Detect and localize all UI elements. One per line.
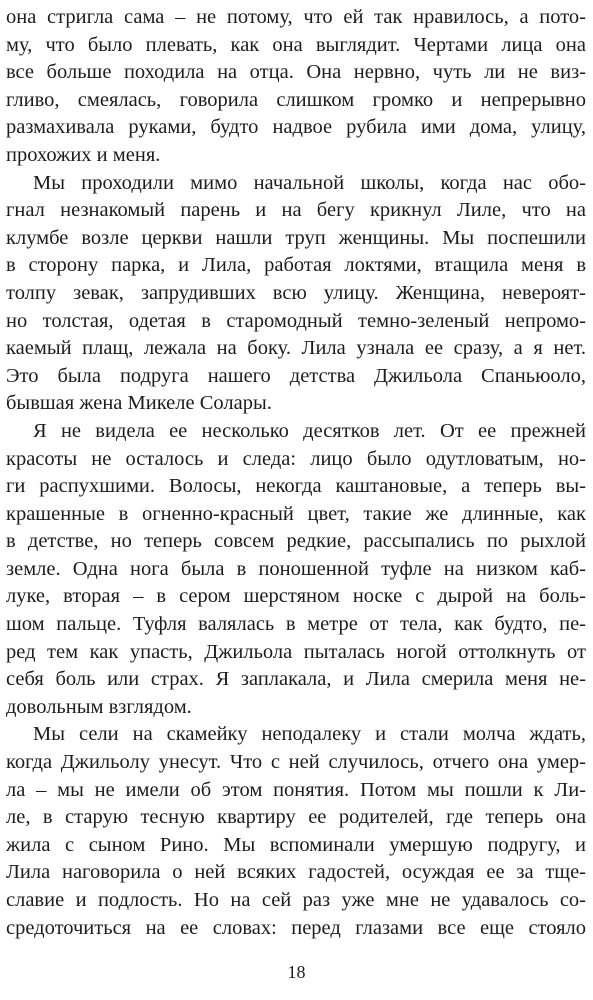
text-line: ла – мы не имели об этом понятия. Потом мы пошли к Ли-	[6, 778, 586, 801]
text-line: себя боль или страх. Я заплакала, и Лила смерила меня не-	[6, 668, 586, 691]
paragraph	[6, 170, 586, 418]
text-line: Я не видела ее несколько десятков лет. От ее прежней	[33, 419, 586, 442]
text-line: все больше походила на отца. Она нервно, чуть ли не виз-	[6, 61, 586, 84]
paragraph	[6, 721, 586, 942]
text-line: славие и подлость. Но на сей раз уже мне не удавалось со-	[6, 889, 586, 911]
text-line: толпу зевак, запрудивших всю улицу. Женщина, невероят-	[6, 281, 586, 304]
text-line: жила с сыном Рино. Мы вспоминали умершую подругу, и	[6, 833, 586, 856]
text-line: клумбе возле церкви нашли труп женщины. Мы поспешили	[6, 226, 586, 249]
text-line: ги распухшими. Волосы, некогда каштановые, а теперь вы-	[6, 475, 586, 498]
text-line: бывшая жена Микеле Солары.	[6, 392, 272, 415]
text-line: в детстве, но теперь совсем редкие, рассыпались по рыхлой	[6, 530, 586, 553]
text-line: Мы сели на скамейку неподалеку и стали молча ждать,	[33, 723, 586, 746]
text-line: но толстая, одетая в старомодный темно-зеленый непромо-	[6, 309, 586, 332]
text-line: крашенные в огненно-красный цвет, такие же длинные, как	[6, 502, 586, 525]
text-line: луке, вторая – в сером шерстяном носке с дырой на боль-	[6, 585, 586, 608]
text-line: прохожих и меня.	[6, 143, 161, 166]
text-line: средоточиться на ее словах: перед глазами все еще стояло	[6, 916, 586, 939]
text-line: гнал незнакомый парень и на бегу крикнул Лиле, что на	[6, 199, 586, 222]
text-line: гливо, смеялась, говорила слишком громко и непрерывно	[6, 88, 586, 111]
text-line: ред тем как упасть, Джильола пыталась ногой оттолкнуть от	[6, 640, 586, 663]
text-line: она стригла сама – не потому, что ей так нравилось, а пото-	[6, 6, 586, 28]
paragraph	[6, 4, 586, 170]
body-text	[6, 4, 586, 942]
text-line: шом пальце. Туфля валялась в метре от тела, как будто, пе-	[6, 613, 586, 636]
text-line: размахивала руками, будто надвое рубила ими дома, улицу,	[6, 116, 586, 139]
text-line: ле, в старую тесную квартиру ее родителей, где теперь она	[6, 806, 586, 829]
text-line: Мы проходили мимо начальной школы, когда нас обо-	[33, 171, 586, 194]
text-line: каемый плащ, лежала на боку. Лила узнала ее сразу, а я нет.	[6, 337, 586, 360]
paragraph	[6, 418, 586, 722]
text-line: земле. Одна нога была в поношенной туфле на низком каб-	[6, 557, 586, 580]
text-line: в сторону парка, и Лила, работая локтями, втащила меня в	[6, 254, 586, 277]
text-line: довольным взглядом.	[6, 695, 192, 718]
text-line: Это была подруга нашего детства Джильола Спаньюоло,	[6, 364, 586, 387]
text-line: красоты не осталось и следа: лицо было одутловатым, но-	[6, 447, 586, 470]
text-line: Лила наговорила о ней всяких гадостей, осуждая ее за тще-	[6, 861, 586, 884]
text-line: му, что было плевать, как она выглядит. Чертами лица она	[6, 33, 586, 56]
page-number: 18	[287, 962, 306, 982]
text-line: когда Джильолу унесут. Что с ней случилось, отчего она умер-	[6, 751, 586, 774]
